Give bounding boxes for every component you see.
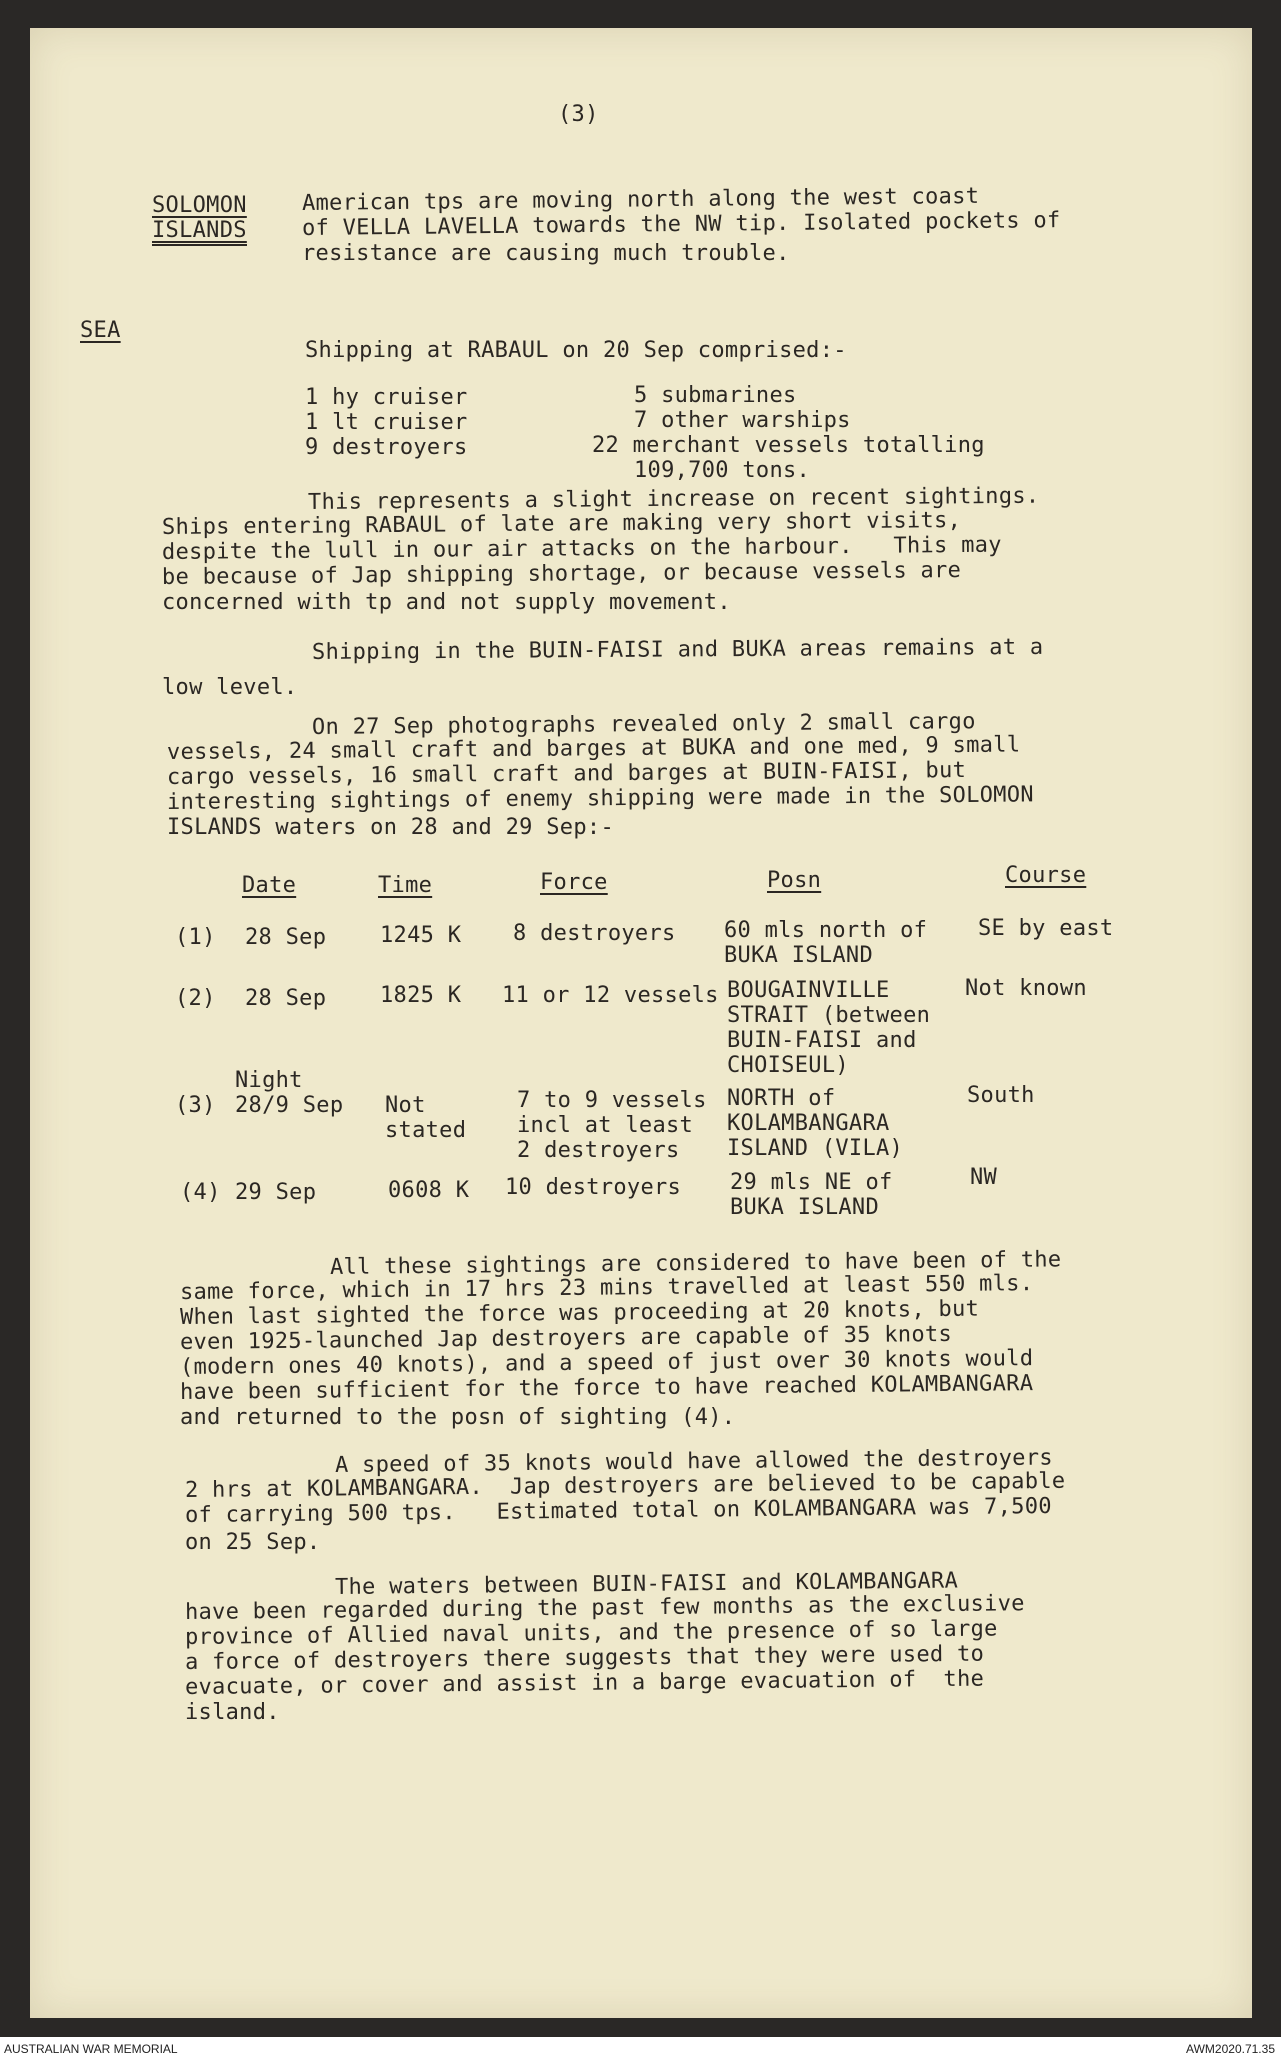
para6-line: have been regarded during the past few months as the exclusive bbox=[184, 1591, 1025, 1625]
table-row-time: 0608 K bbox=[388, 1178, 470, 1203]
table-header-date: Date bbox=[242, 873, 297, 898]
para6-line: evacuate, or cover and assist in a barge evacuation of the bbox=[184, 1666, 985, 1700]
para6-line: a force of destroyers there suggests that they were used to bbox=[184, 1641, 985, 1675]
table-row-posn: STRAIT (between bbox=[727, 1003, 931, 1028]
table-row-force: 11 or 12 vessels bbox=[502, 983, 719, 1008]
para5-line: A speed of 35 knots would have allowed the destroyers bbox=[334, 1445, 1053, 1478]
para2-line: Shipping in the BUIN-FAISI and BUKA areas remains at a bbox=[311, 634, 1044, 665]
page-number: (3) bbox=[558, 102, 599, 127]
para6-line: island. bbox=[185, 1700, 280, 1725]
para5-line: of carrying 500 tps. Estimated total on KOLAMBANGARA was 7,500 bbox=[184, 1493, 1052, 1528]
document-page bbox=[30, 28, 1252, 2018]
shipping-right-item: 109,700 tons. bbox=[634, 458, 811, 483]
solomon-line: of VELLA LAVELLA towards the NW tip. Isolated pockets of bbox=[301, 208, 1061, 241]
shipping-left-item: 1 hy cruiser bbox=[305, 385, 468, 410]
para4-line: have been sufficient for the force to have reached KOLAMBANGARA bbox=[179, 1371, 1034, 1405]
table-row-force: 7 to 9 vessels bbox=[517, 1088, 707, 1113]
table-row-date: 28 Sep bbox=[245, 986, 327, 1011]
shipping-right-item: 7 other warships bbox=[634, 408, 851, 433]
para4-line: When last sighted the force was proceeding at 20 knots, but bbox=[179, 1296, 980, 1330]
para1-line: This represents a slight increase on recent sightings. bbox=[307, 483, 1040, 515]
table-row-time: 1245 K bbox=[380, 923, 462, 948]
table-header-course: Course bbox=[1005, 863, 1087, 888]
table-row-date: 28 Sep bbox=[245, 925, 327, 950]
table-row-posn: BOUGAINVILLE bbox=[727, 978, 890, 1003]
table-header-posn: Posn bbox=[767, 868, 822, 893]
table-row-posn: 60 mls north of bbox=[724, 918, 928, 943]
table-row-posn: NORTH of bbox=[727, 1086, 836, 1111]
table-row-course: South bbox=[967, 1083, 1035, 1108]
table-row-num: (2) bbox=[175, 986, 216, 1011]
para4-line: (modern ones 40 knots), and a speed of just over 30 knots would bbox=[179, 1346, 1034, 1380]
table-row-date: 28/9 Sep bbox=[235, 1093, 344, 1118]
para4-line: same force, which in 17 hrs 23 mins travelled at least 550 mls. bbox=[179, 1271, 1034, 1305]
sea-intro: Shipping at RABAUL on 20 Sep comprised:- bbox=[305, 338, 847, 363]
archive-footer bbox=[0, 2037, 1281, 2061]
para1-line: despite the lull in our air attacks on the harbour. This may bbox=[161, 532, 1002, 565]
solomon-heading-line2: ISLANDS bbox=[152, 218, 247, 246]
para3-line: ISLANDS waters on 28 and 29 Sep:- bbox=[167, 815, 614, 840]
shipping-left-item: 1 lt cruiser bbox=[305, 410, 468, 435]
para1-line: concerned with tp and not supply movement. bbox=[162, 590, 731, 615]
shipping-right-item: 5 submarines bbox=[634, 383, 797, 408]
solomon-line: resistance are causing much trouble. bbox=[302, 241, 790, 266]
para3-line: On 27 Sep photographs revealed only 2 small cargo bbox=[311, 709, 976, 740]
table-row-num: (3) bbox=[175, 1093, 216, 1118]
table-row-force: 8 destroyers bbox=[513, 921, 676, 946]
table-row-time: Not bbox=[385, 1093, 426, 1118]
table-row-posn: KOLAMBANGARA bbox=[727, 1111, 890, 1136]
para2-line: low level. bbox=[162, 675, 298, 700]
table-row-time: stated bbox=[385, 1118, 467, 1143]
table-row-course: Not known bbox=[965, 976, 1087, 1001]
table-row-posn: BUKA ISLAND bbox=[730, 1195, 879, 1220]
para4-line: and returned to the posn of sighting (4). bbox=[180, 1405, 736, 1430]
table-row-course: NW bbox=[970, 1165, 998, 1190]
para5-line: 2 hrs at KOLAMBANGARA. Jap destroyers are believed to be capable bbox=[184, 1468, 1066, 1503]
solomon-heading-line1: SOLOMON bbox=[152, 193, 247, 218]
para3-line: cargo vessels, 16 small craft and barges at BUIN-FAISI, but bbox=[166, 758, 967, 790]
footer-accession-number: AWM2020.71.35 bbox=[1186, 2042, 1275, 2056]
para3-line: vessels, 24 small craft and barges at BUKA and one med, 9 small bbox=[166, 732, 1021, 765]
para6-line: province of Allied naval units, and the presence of so large bbox=[184, 1616, 998, 1650]
table-row-course: SE by east bbox=[978, 916, 1114, 941]
table-row-num: (1) bbox=[175, 925, 216, 950]
table-header-time: Time bbox=[378, 873, 433, 898]
table-header-force: Force bbox=[540, 870, 608, 895]
table-row-num: (4) bbox=[180, 1180, 221, 1205]
table-row-posn: 29 mls NE of bbox=[730, 1170, 893, 1195]
footer-archive-name: AUSTRALIAN WAR MEMORIAL bbox=[4, 2042, 178, 2056]
table-row-posn: CHOISEUL) bbox=[727, 1053, 849, 1078]
para4-line: even 1925-launched Jap destroyers are capable of 35 knots bbox=[179, 1321, 953, 1355]
para3-line: interesting sightings of enemy shipping were made in the SOLOMON bbox=[166, 782, 1034, 815]
table-row-date: 29 Sep bbox=[235, 1180, 317, 1205]
table-row-force: 2 destroyers bbox=[517, 1138, 680, 1163]
table-row-force: incl at least bbox=[517, 1113, 694, 1138]
sea-heading: SEA bbox=[80, 318, 121, 343]
para1-line: be because of Jap shipping shortage, or because vessels are bbox=[161, 558, 962, 590]
table-row-posn: BUIN-FAISI and bbox=[727, 1028, 917, 1053]
table-row-posn: BUKA ISLAND bbox=[724, 943, 873, 968]
para1-line: Ships entering RABAUL of late are making very short visits, bbox=[161, 508, 962, 540]
para4-line: All these sightings are considered to have been of the bbox=[329, 1247, 1062, 1280]
table-row-date-note: Night bbox=[235, 1068, 303, 1093]
shipping-right-item: 22 merchant vessels totalling bbox=[592, 433, 985, 458]
table-row-time: 1825 K bbox=[380, 983, 462, 1008]
para6-line: The waters between BUIN-FAISI and KOLAMBANGARA bbox=[334, 1568, 959, 1600]
table-row-force: 10 destroyers bbox=[505, 1175, 682, 1200]
solomon-line: American tps are moving north along the west coast bbox=[301, 183, 980, 216]
table-row-posn: ISLAND (VILA) bbox=[727, 1136, 904, 1161]
para5-line: on 25 Sep. bbox=[185, 1530, 321, 1555]
shipping-left-item: 9 destroyers bbox=[305, 435, 468, 460]
